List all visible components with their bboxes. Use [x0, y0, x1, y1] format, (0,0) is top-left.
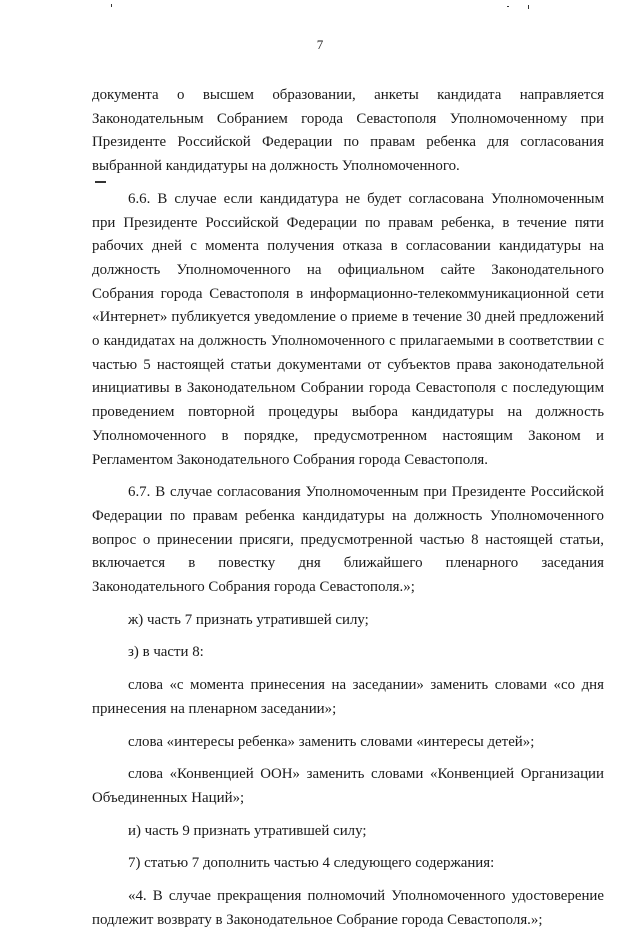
paragraph: 6.6. В случае если кандидатура не будет согласована Уполномоченным при Президенте Российской Федерации по правам ребенка, в течение пяти рабочих дней с момента получения отказа в согласовании кандидатуры на должность Уполномоченного на официальном сайте Законодательного Собрания города Севастополя в информационно-телекоммуникационной сети «Интернет» публикуется уведомление о приеме в течение 30 дней предложений о кандидатах на должность Уполномоченного с прилагаемыми в соответствии с частью 5 настоящей статьи документами от субъектов права законодательной инициативы в Законодательном Собрании города Севастополя с последующим проведением повторной процедуры выбора кандидатуры на должность Уполномоченного в порядке, предусмотренном настоящим Законом и Регламентом Законодательного Собрания города Севастополя.	[92, 190, 604, 468]
paragraph: документа о высшем образовании, анкеты кандидата направляется Законодательным Собранием города Севастополя Уполномоченному при Президенте Российской Федерации по правам ребенка для согласования выбранной кандидатуры на должность Уполномоченного.	[92, 87, 604, 175]
paragraph: 7) статью 7 дополнить частью 4 следующего содержания:	[128, 855, 495, 872]
paragraph: 6.7. В случае согласования Уполномоченным при Президенте Российской Федерации по правам ребенка кандидатуры на должность Уполномоченного вопрос о принесении присяги, предусмотренной частью 8 настоящей статьи, включается в повестку дня ближайшего пленарного заседания Законодательного Собрания города Севастополя.»;	[92, 484, 604, 596]
paragraph: слова «интересы ребенка» заменить словами «интересы детей»;	[128, 733, 535, 750]
scan-artifact	[528, 5, 529, 9]
paragraph: слова «Конвенцией ООН» заменить словами «Конвенцией Организации Объединенных Наций»;	[92, 766, 604, 806]
paragraph: и) часть 9 признать утратившей силу;	[128, 822, 367, 839]
scan-artifact	[507, 6, 509, 7]
paragraph: слова «с момента принесения на заседании» заменить словами «со дня принесения на пленарном заседании»;	[92, 677, 604, 717]
paragraph: «4. В случае прекращения полномочий Уполномоченного удостоверение подлежит возврату в Законодательное Собрание города Севастополя.»;	[92, 888, 604, 928]
paragraph: з) в части 8:	[128, 644, 204, 661]
document-body	[92, 84, 604, 933]
page-number: 7	[316, 37, 324, 52]
scan-artifact	[111, 4, 112, 7]
paragraph: ж) часть 7 признать утратившей силу;	[128, 611, 369, 628]
